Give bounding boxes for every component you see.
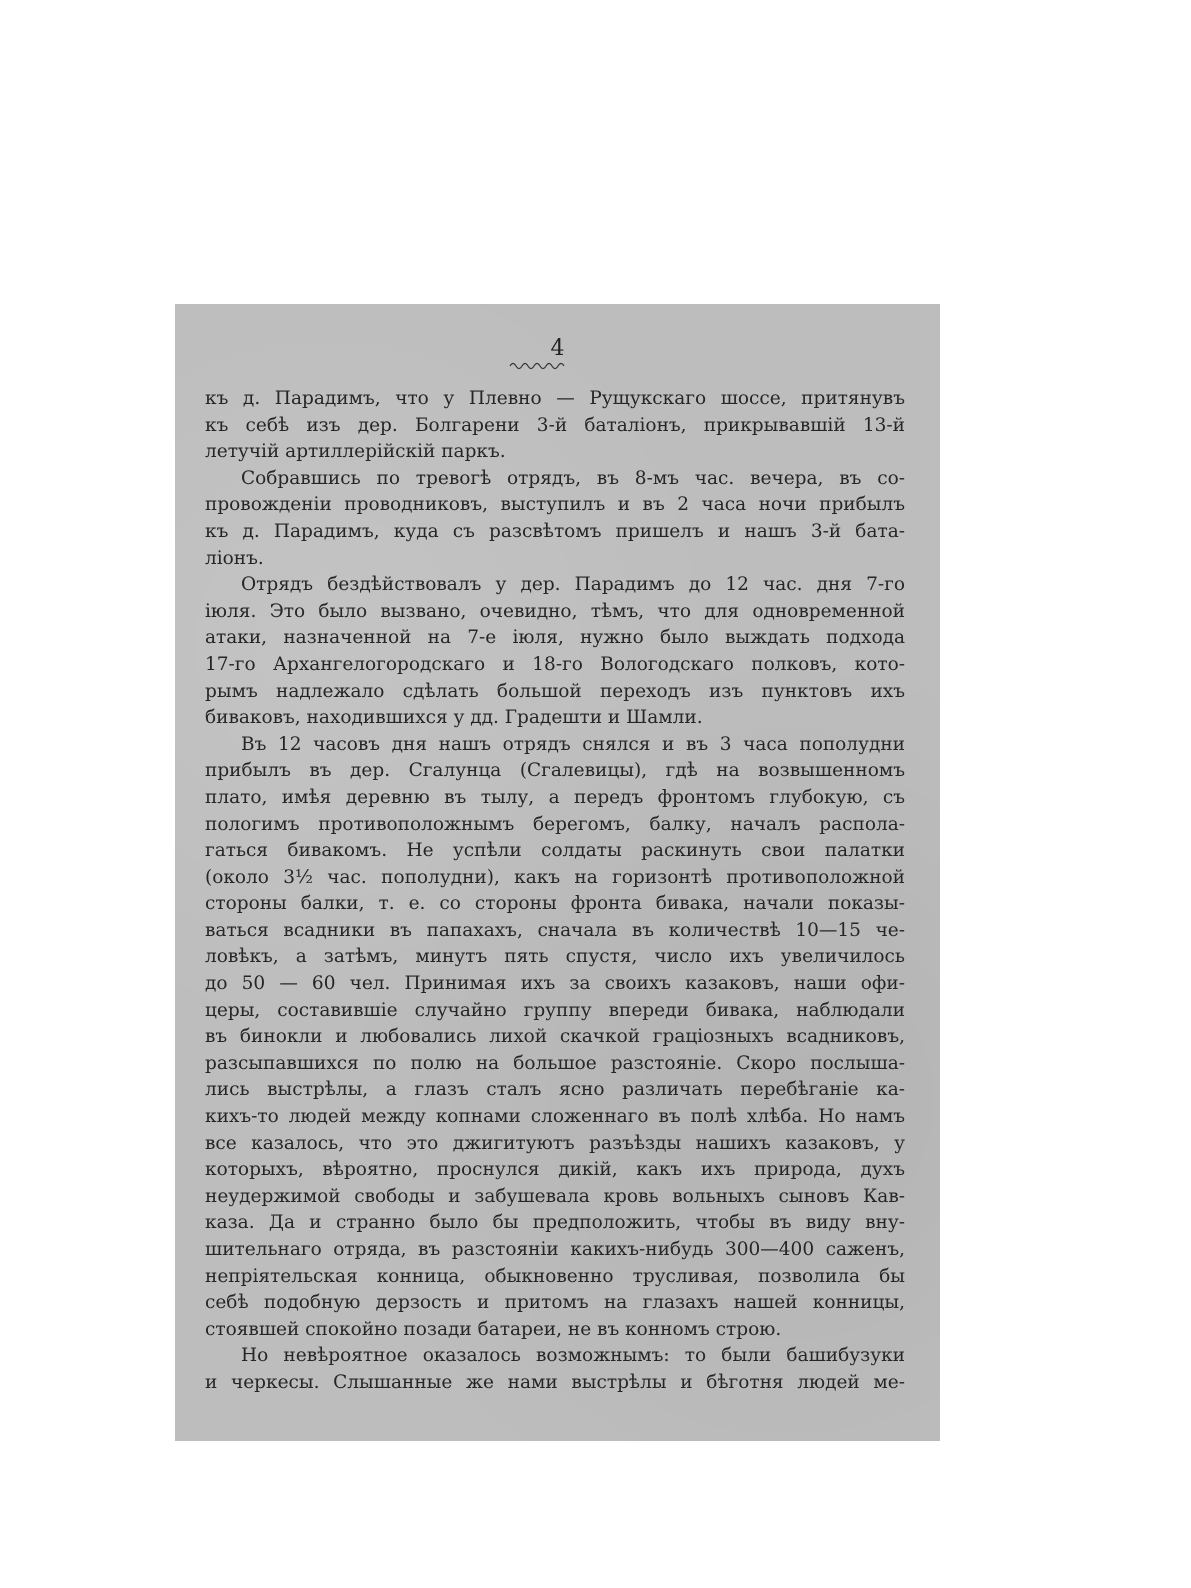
text-line: себѣ подобную дерзость и притомъ на глазахъ нашей конницы, (205, 1292, 905, 1314)
paragraph (205, 466, 905, 572)
text-line: стороны балки, т. е. со стороны фронта бивака, начали показы- (205, 893, 905, 915)
text-line: рымъ надлежало сдѣлать большой переходъ изъ пунктовъ ихъ (205, 680, 905, 702)
text-line: гаться бивакомъ. Не успѣли солдаты раскинуть свои палатки (205, 840, 905, 862)
text-line: Но невѣроятное оказалось возможнымъ: то были башибузуки (241, 1345, 905, 1367)
text-line: провожденіи проводниковъ, выступилъ и въ 2 часа ночи прибылъ (205, 494, 905, 516)
text-line: которыхъ, вѣроятно, проснулся дикій, какъ ихъ природа, духъ (205, 1159, 905, 1181)
page-number-ornament (508, 360, 568, 370)
text-line: летучій артиллерійскій паркъ. (205, 441, 506, 463)
text-line: (около 3½ час. пополудни), какъ на горизонтѣ противоположной (205, 866, 905, 888)
text-line: разсыпавшихся по полю на большое разстояніе. Скоро послыша- (205, 1052, 905, 1074)
scanned-page (175, 304, 940, 1441)
text-line: кихъ-то людей между копнами сложеннаго въ полѣ хлѣба. Но намъ (205, 1106, 905, 1128)
text-line: Собравшись по тревогѣ отрядъ, въ 8-мъ час. вечера, въ со- (241, 467, 905, 489)
text-line: пологимъ противоположнымъ берегомъ, балку, началъ распола- (205, 813, 905, 835)
text-line: и черкесы. Слышанные же нами выстрѣлы и бѣготня людей ме- (205, 1371, 905, 1393)
text-line: непріятельская конница, обыкновенно трусливая, позволила бы (205, 1265, 905, 1287)
paragraph (205, 572, 905, 732)
text-line: плато, имѣя деревню въ тылу, а передъ фронтомъ глубокую, съ (205, 786, 905, 808)
text-line: 17-го Архангелогородскаго и 18-го Вологодскаго полковъ, кото- (205, 653, 905, 675)
text-body (205, 386, 905, 1397)
text-line: Отрядъ бездѣйствовалъ у дер. Парадимъ до 12 час. дня 7-го (241, 574, 905, 596)
text-line: въ бинокли и любовались лихой скачкой граціозныхъ всадниковъ, (205, 1026, 905, 1048)
text-line: атаки, назначенной на 7-е іюля, нужно было выждать подхода (205, 627, 905, 649)
text-line: лись выстрѣлы, а глазъ сталъ ясно различать перебѣганіе ка- (205, 1079, 905, 1101)
text-line: къ д. Парадимъ, что у Плевно — Рущукскаго шоссе, притянувъ (205, 388, 905, 409)
text-line: прибылъ въ дер. Сгалунца (Сгалевицы), гдѣ на возвышенномъ (205, 760, 905, 782)
text-line: къ д. Парадимъ, куда съ разсвѣтомъ пришелъ и нашъ 3-й бата- (205, 520, 905, 542)
text-line: церы, составившіе случайно группу впереди бивака, наблюдали (205, 999, 905, 1021)
paragraph (205, 1343, 905, 1396)
text-line: іюля. Это было вызвано, очевидно, тѣмъ, что для одновременной (205, 600, 905, 622)
text-line: шительнаго отряда, въ разстояніи какихъ-нибудь 300—400 саженъ, (205, 1239, 905, 1260)
text-line: биваковъ, находившихся у дд. Градешти и Шамли. (205, 707, 703, 729)
text-line: неудержимой свободы и забушевала кровь вольныхъ сыновъ Кав- (205, 1185, 905, 1207)
text-line: до 50 — 60 чел. Принимая ихъ за своихъ казаковъ, наши офи- (205, 973, 905, 995)
text-line: ваться всадники въ папахахъ, сначала въ количествѣ 10—15 че- (205, 919, 905, 941)
paragraph (205, 386, 905, 466)
paragraph (205, 732, 905, 1344)
text-line: все казалось, что это джигитуютъ разъѣзды нашихъ казаковъ, у (205, 1132, 905, 1154)
text-line: ловѣкъ, а затѣмъ, минутъ пять спустя, число ихъ увеличилось (205, 946, 905, 968)
page-number: 4 (550, 336, 565, 361)
text-line: каза. Да и странно было бы предположить, чтобы въ виду вну- (205, 1212, 905, 1234)
text-line: къ себѣ изъ дер. Болгарени 3-й баталіонъ, прикрывавшій 13-й (205, 414, 905, 436)
text-line: Въ 12 часовъ дня нашъ отрядъ снялся и въ 3 часа пополудни (241, 733, 905, 755)
text-line: стоявшей спокойно позади батареи, не въ конномъ строю. (205, 1318, 782, 1340)
text-line: ліонъ. (205, 547, 264, 569)
